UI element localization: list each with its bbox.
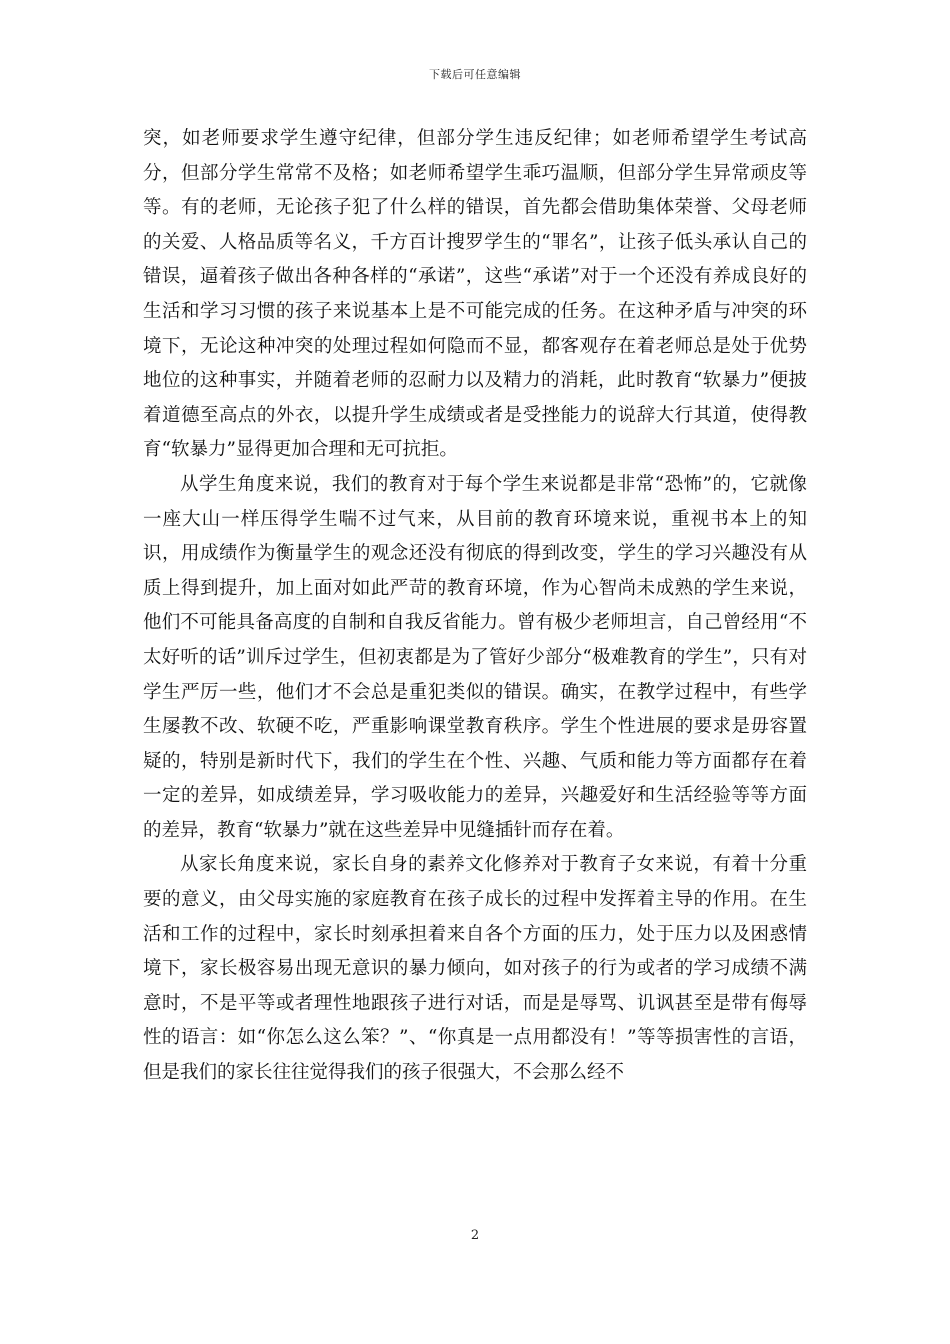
paragraph-3: 从家长角度来说，家长自身的素养文化修养对于教育子女来说，有着十分重要的意义，由父母实施的家庭教育在孩子成长的过程中发挥着主导的作用。在生活和工作的过程中，家长时刻承担着来自各个方面的压力，处于压力以及困惑情境下，家长极容易出现无意识的暴力倾向，如对孩子的行为或者的学习成绩不满意时，不是平等或者理性地跟孩子进行对话，而是是辱骂、讥讽甚至是带有侮辱性的语言：如“你怎么这么笨？”、“你真是一点用都没有！”等等损害性的言语，但是我们的家长往往觉得我们的孩子很强大，不会那么经不: [143, 854, 807, 1084]
page-header: 下载后可任意编辑: [429, 68, 521, 81]
page-number: 2: [470, 1228, 480, 1243]
document-body: [143, 122, 807, 1091]
paragraph-2: 从学生角度来说，我们的教育对于每个学生来说都是非常“恐怖”的，它就像一座大山一样压得学生喘不过气来，从目前的教育环境来说，重视书本上的知识，用成绩作为衡量学生的观念还没有彻底的得到改变，学生的学习兴趣没有从质上得到提升，加上面对如此严苛的教育环境，作为心智尚未成熟的学生来说，他们不可能具备高度的自制和自我反省能力。曾有极少老师坦言，自己曾经用“不太好听的话”训斥过学生，但初衷都是为了管好少部分“极难教育的学生”，只有对学生严厉一些，他们才不会总是重犯类似的错误。确实，在教学过程中，有些学生屡教不改、软硬不吃，严重影响课堂教育秩序。学生个性进展的要求是毋容置疑的，特别是新时代下，我们的学生在个性、兴趣、气质和能力等方面都存在着一定的差异，如成绩差异，学习吸收能力的差异，兴趣爱好和生活经验等等方面的差异，教育“软暴力”就在这些差异中见缝插针而存在着。: [143, 473, 807, 841]
paragraph-1: 突，如老师要求学生遵守纪律，但部分学生违反纪律；如老师希望学生考试高分，但部分学生常常不及格；如老师希望学生乖巧温顺，但部分学生异常顽皮等等。有的老师，无论孩子犯了什么样的错误，首先都会借助集体荣誉、父母老师的关爱、人格品质等名义，千方百计搜罗学生的“罪名”，让孩子低头承认自己的错误，逼着孩子做出各种各样的“承诺”，这些“承诺”对于一个还没有养成良好的生活和学习习惯的孩子来说基本上是不可能完成的任务。在这种矛盾与冲突的环境下，无论这种冲突的处理过程如何隐而不显，都客观存在着老师总是处于优势地位的这种事实，并随着老师的忍耐力以及精力的消耗，此时教育“软暴力”便披着道德至高点的外衣，以提升学生成绩或者是受挫能力的说辞大行其道，使得教育“软暴力”显得更加合理和无可抗拒。: [143, 128, 807, 461]
